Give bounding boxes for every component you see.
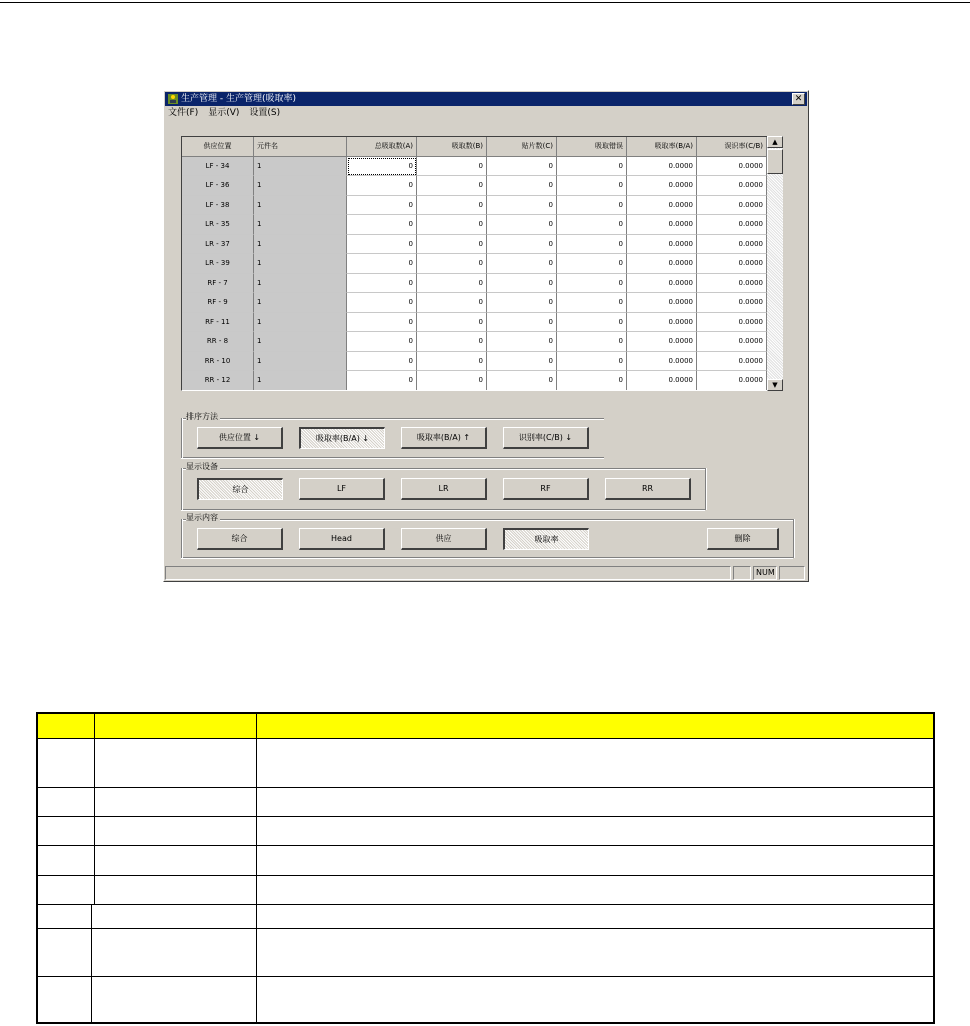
cell-pickup-count[interactable]: 0	[417, 176, 487, 196]
cell-mount-count[interactable]: 0	[487, 313, 557, 333]
cell-pickup-error[interactable]: 0	[557, 215, 627, 235]
cell-mount-count[interactable]: 0	[487, 274, 557, 294]
cell-feeder-position[interactable]: RR - 8	[182, 332, 254, 352]
cell-pickup-count[interactable]: 0	[417, 274, 487, 294]
cell-pickup-rate[interactable]: 0.0000	[627, 274, 697, 294]
device-lf-button[interactable]: LF	[299, 478, 385, 500]
sort-group-label: 排序方法	[186, 412, 218, 421]
close-button[interactable]	[792, 93, 805, 105]
table-row[interactable]	[182, 196, 767, 216]
cell-feeder-position[interactable]: RR - 10	[182, 352, 254, 372]
cell-pickup-error[interactable]: 0	[557, 157, 627, 177]
cell-total-pickup[interactable]: 0	[347, 352, 417, 372]
cell-pickup-rate[interactable]: 0.0000	[627, 254, 697, 274]
close-icon: ✕	[794, 94, 803, 104]
device-rr-button[interactable]: RR	[605, 478, 691, 500]
cell-part-name[interactable]: 1	[254, 371, 347, 391]
cell-misrecognition-rate[interactable]: 0.0000	[697, 332, 767, 352]
cell-pickup-count[interactable]: 0	[417, 157, 487, 177]
table-row[interactable]	[182, 254, 767, 274]
sort-pickup-rate-desc-button[interactable]: 吸取率(B/A) ↓	[299, 427, 385, 449]
cell-pickup-count[interactable]: 0	[417, 254, 487, 274]
table-row	[38, 929, 933, 977]
cell-mount-count[interactable]: 0	[487, 352, 557, 372]
cell-misrecognition-rate[interactable]: 0.0000	[697, 235, 767, 255]
status-pane-main	[165, 566, 731, 580]
cell-mount-count[interactable]: 0	[487, 254, 557, 274]
table-row	[38, 788, 933, 817]
cell-misrecognition-rate[interactable]: 0.0000	[697, 176, 767, 196]
table-row[interactable]	[182, 215, 767, 235]
cell-feeder-position[interactable]: LR - 35	[182, 215, 254, 235]
menu-bar	[168, 107, 290, 120]
content-group-label: 显示内容	[186, 513, 218, 522]
sort-recognition-rate-button[interactable]: 识别率(C/B) ↓	[503, 427, 589, 449]
cell-pickup-error[interactable]: 0	[557, 371, 627, 391]
cell-part-name[interactable]: 1	[254, 196, 347, 216]
grid-header-row	[182, 137, 767, 157]
cell-total-pickup[interactable]: 0	[347, 235, 417, 255]
window-title: 生产管理 - 生产管理(吸取率)	[181, 94, 296, 104]
cell-pickup-error[interactable]: 0	[557, 176, 627, 196]
cell-total-pickup[interactable]: 0	[347, 274, 417, 294]
table-row[interactable]	[182, 371, 767, 391]
header-feeder-position[interactable]: 供应位置	[182, 137, 254, 157]
cell-misrecognition-rate[interactable]: 0.0000	[697, 157, 767, 177]
cell-pickup-rate[interactable]: 0.0000	[627, 235, 697, 255]
cell-pickup-error[interactable]: 0	[557, 293, 627, 313]
cell-misrecognition-rate[interactable]: 0.0000	[697, 274, 767, 294]
cell-mount-count[interactable]: 0	[487, 293, 557, 313]
cell-mount-count[interactable]: 0	[487, 215, 557, 235]
status-pane-scroll	[779, 566, 805, 580]
description-table-header	[38, 714, 933, 739]
cell-part-name[interactable]: 1	[254, 332, 347, 352]
cell-mount-count[interactable]: 0	[487, 176, 557, 196]
status-pane-caps	[733, 566, 751, 580]
content-group-bottom-line	[181, 557, 793, 559]
cell-pickup-rate[interactable]: 0.0000	[627, 313, 697, 333]
header-pickup-error[interactable]: 吸取错误	[557, 137, 627, 157]
table-row[interactable]	[182, 157, 767, 177]
scroll-thumb[interactable]	[767, 149, 783, 174]
sort-pickup-rate-asc-button[interactable]: 吸取率(B/A) ↑	[401, 427, 487, 449]
arrow-up-icon: ▲	[772, 138, 778, 146]
cell-pickup-error[interactable]: 0	[557, 313, 627, 333]
cell-part-name[interactable]: 1	[254, 157, 347, 177]
content-group-top-line	[181, 519, 793, 521]
cell-part-name[interactable]: 1	[254, 176, 347, 196]
cell-part-name[interactable]: 1	[254, 293, 347, 313]
table-column-divider	[256, 714, 257, 1022]
header-total-pickup[interactable]: 总吸取数(A)	[347, 137, 417, 157]
cell-total-pickup[interactable]: 0	[347, 215, 417, 235]
header-mount-count[interactable]: 贴片数(C)	[487, 137, 557, 157]
cell-mount-count[interactable]: 0	[487, 157, 557, 177]
table-row[interactable]	[182, 235, 767, 255]
table-row[interactable]	[182, 332, 767, 352]
header-misrecognition-rate[interactable]: 误识率(C/B)	[697, 137, 767, 157]
grid-vertical-scrollbar[interactable]	[767, 136, 783, 391]
content-all-button[interactable]: 综合	[197, 528, 283, 550]
cell-feeder-position[interactable]: RF - 9	[182, 293, 254, 313]
status-bar	[165, 566, 807, 580]
table-row	[38, 817, 933, 846]
cell-part-name[interactable]: 1	[254, 313, 347, 333]
header-part-name[interactable]: 元件名	[254, 137, 347, 157]
cell-pickup-count[interactable]: 0	[417, 313, 487, 333]
content-pickup-rate-button[interactable]: 吸取率	[503, 528, 589, 550]
app-icon	[168, 94, 178, 104]
cell-pickup-rate[interactable]: 0.0000	[627, 293, 697, 313]
sort-group-top-line	[181, 418, 604, 420]
cell-total-pickup[interactable]: 0	[347, 293, 417, 313]
cell-feeder-position[interactable]: LF - 34	[182, 157, 254, 177]
cell-pickup-count[interactable]: 0	[417, 235, 487, 255]
table-row[interactable]	[182, 274, 767, 294]
cell-misrecognition-rate[interactable]: 0.0000	[697, 352, 767, 372]
cell-total-pickup[interactable]: 0	[347, 313, 417, 333]
cell-total-pickup[interactable]: 0	[347, 196, 417, 216]
cell-pickup-error[interactable]: 0	[557, 254, 627, 274]
content-group-left-line	[181, 519, 183, 558]
cell-misrecognition-rate[interactable]: 0.0000	[697, 196, 767, 216]
cell-total-pickup[interactable]: 0	[347, 157, 417, 177]
table-row[interactable]	[182, 293, 767, 313]
table-row	[38, 739, 933, 788]
scroll-up-button[interactable]	[767, 136, 783, 148]
device-group-bottom-line	[181, 509, 705, 511]
cell-pickup-error[interactable]: 0	[557, 332, 627, 352]
table-column-divider	[94, 714, 95, 905]
cell-pickup-rate[interactable]: 0.0000	[627, 157, 697, 177]
menu-file[interactable]: 文件(F)	[168, 108, 199, 118]
cell-part-name[interactable]: 1	[254, 215, 347, 235]
cell-part-name[interactable]: 1	[254, 235, 347, 255]
cell-total-pickup[interactable]: 0	[347, 332, 417, 352]
content-head-button[interactable]: Head	[299, 528, 385, 550]
cell-feeder-position[interactable]: LR - 37	[182, 235, 254, 255]
device-group-top-line	[181, 468, 705, 470]
cell-feeder-position[interactable]: RF - 11	[182, 313, 254, 333]
cell-misrecognition-rate[interactable]: 0.0000	[697, 371, 767, 391]
cell-pickup-count[interactable]: 0	[417, 371, 487, 391]
cell-part-name[interactable]: 1	[254, 274, 347, 294]
content-group-right-line	[793, 519, 795, 558]
cell-feeder-position[interactable]: LF - 38	[182, 196, 254, 216]
sort-feeder-position-button[interactable]: 供应位置 ↓	[197, 427, 283, 449]
cell-misrecognition-rate[interactable]: 0.0000	[697, 293, 767, 313]
cell-pickup-error[interactable]: 0	[557, 352, 627, 372]
device-group-right-line	[705, 468, 707, 510]
sort-group-bottom-line	[181, 457, 604, 459]
production-grid	[181, 136, 767, 391]
cell-misrecognition-rate[interactable]: 0.0000	[697, 313, 767, 333]
cell-part-name[interactable]: 1	[254, 254, 347, 274]
scroll-down-button[interactable]	[767, 379, 783, 391]
cell-pickup-error[interactable]: 0	[557, 196, 627, 216]
device-group-left-line	[181, 468, 183, 510]
cell-pickup-rate[interactable]: 0.0000	[627, 332, 697, 352]
cell-total-pickup[interactable]: 0	[347, 254, 417, 274]
arrow-down-icon: ▼	[772, 381, 778, 389]
cell-feeder-position[interactable]: RR - 12	[182, 371, 254, 391]
description-table	[36, 712, 935, 1024]
cell-pickup-error[interactable]: 0	[557, 274, 627, 294]
sort-group-left-line	[181, 418, 183, 458]
cell-pickup-count[interactable]: 0	[417, 215, 487, 235]
page-top-rule	[0, 2, 970, 3]
cell-mount-count[interactable]: 0	[487, 235, 557, 255]
menu-settings[interactable]: 设置(S)	[249, 108, 281, 118]
device-lr-button[interactable]: LR	[401, 478, 487, 500]
cell-mount-count[interactable]: 0	[487, 332, 557, 352]
device-all-button[interactable]: 综合	[197, 478, 283, 500]
cell-pickup-rate[interactable]: 0.0000	[627, 176, 697, 196]
cell-feeder-position[interactable]: LR - 39	[182, 254, 254, 274]
title-bar[interactable]	[165, 92, 807, 106]
device-rf-button[interactable]: RF	[503, 478, 589, 500]
delete-button[interactable]: 删除	[707, 528, 779, 550]
production-management-window	[163, 90, 809, 582]
table-row[interactable]	[182, 352, 767, 372]
cell-pickup-rate[interactable]: 0.0000	[627, 196, 697, 216]
table-column-divider	[91, 905, 92, 1022]
cell-pickup-count[interactable]: 0	[417, 196, 487, 216]
table-row	[38, 905, 933, 929]
cell-total-pickup[interactable]: 0	[347, 371, 417, 391]
menu-view[interactable]: 显示(V)	[208, 108, 240, 118]
cell-mount-count[interactable]: 0	[487, 371, 557, 391]
cell-pickup-rate[interactable]: 0.0000	[627, 371, 697, 391]
cell-pickup-error[interactable]: 0	[557, 235, 627, 255]
status-pane-num: NUM	[753, 566, 777, 580]
cell-misrecognition-rate[interactable]: 0.0000	[697, 215, 767, 235]
cell-pickup-count[interactable]: 0	[417, 352, 487, 372]
table-row[interactable]	[182, 176, 767, 196]
cell-feeder-position[interactable]: LF - 36	[182, 176, 254, 196]
header-pickup-count[interactable]: 吸取数(B)	[417, 137, 487, 157]
device-group-label: 显示设备	[186, 462, 218, 471]
cell-misrecognition-rate[interactable]: 0.0000	[697, 254, 767, 274]
content-feeder-button[interactable]: 供应	[401, 528, 487, 550]
header-pickup-rate[interactable]: 吸取率(B/A)	[627, 137, 697, 157]
table-row[interactable]	[182, 313, 767, 333]
grid-body	[182, 157, 767, 391]
cell-pickup-count[interactable]: 0	[417, 293, 487, 313]
cell-mount-count[interactable]: 0	[487, 196, 557, 216]
table-row	[38, 876, 933, 905]
cell-total-pickup[interactable]: 0	[347, 176, 417, 196]
cell-feeder-position[interactable]: RF - 7	[182, 274, 254, 294]
cell-pickup-rate[interactable]: 0.0000	[627, 352, 697, 372]
cell-pickup-rate[interactable]: 0.0000	[627, 215, 697, 235]
table-row	[38, 846, 933, 876]
cell-pickup-count[interactable]: 0	[417, 332, 487, 352]
cell-part-name[interactable]: 1	[254, 352, 347, 372]
